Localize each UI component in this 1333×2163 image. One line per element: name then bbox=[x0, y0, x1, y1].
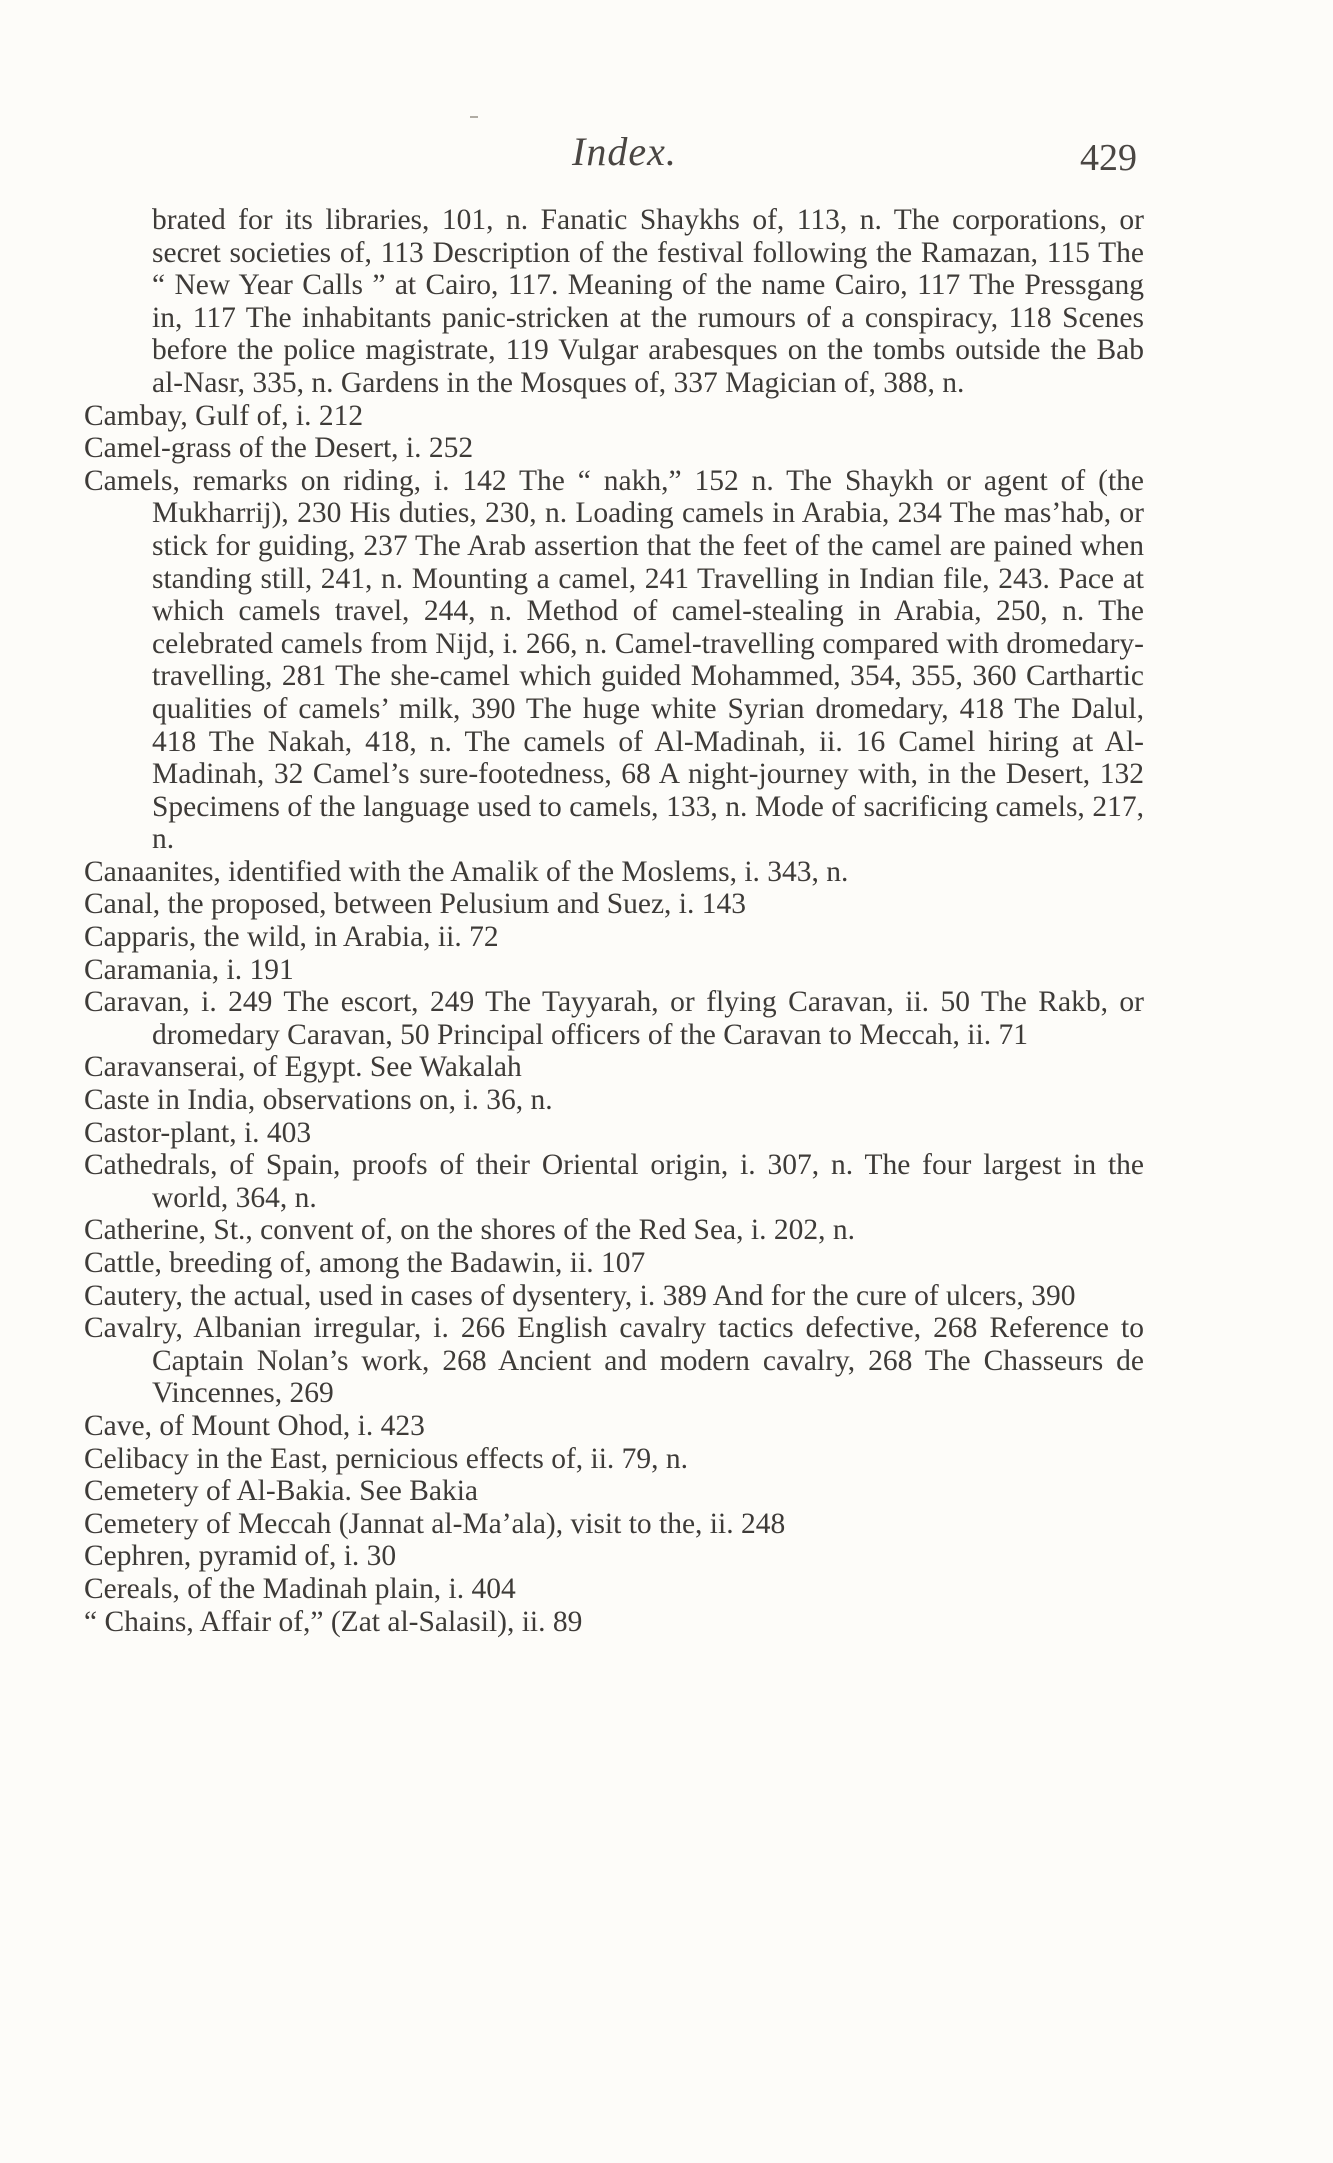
header-mark bbox=[470, 116, 478, 118]
index-entry-cemetery-bakia: Cemetery of Al-Bakia. See Bakia bbox=[84, 1475, 479, 1508]
index-body bbox=[84, 204, 1144, 1638]
index-entry-cairo-continued: brated for its libraries, 101, n. Fanatic Shaykhs of, 113, n. The corporations, or secret societies of, 113 Description of the festival following the Ramazan, 115 The “ New Year Calls ” at Cairo, 117. Meaning of the name Cairo, 117 The Pressgang in, 117 The inhabitants panic-stricken at the rumours of a conspiracy, 118 Scenes before the police magistrate, 119 Vulgar arabesques on the tombs outside the Bab al-Nasr, 335, n. Gardens in the Mosques of, 337 Magician of, 388, n. bbox=[152, 204, 1144, 399]
index-entry-capparis: Capparis, the wild, in Arabia, ii. 72 bbox=[84, 921, 499, 954]
index-entry-camels: Camels, remarks on riding, i. 142 The “ nakh,” 152 n. The Shaykh or agent of (the Mukharrij), 230 His duties, 230, n. Loading camels in Arabia, 234 The mas’hab, or stick for guiding, 237 The Arab assertion that the feet of the camel are pained when standing still, 241, n. Mounting a camel, 241 Travelling in Indian file, 243. Pace at which camels travel, 244, n. Method of camel-stealing in Arabia, 250, n. The celebrated camels from Nijd, i. 266, n. Camel-travelling compared with dromedary-travelling, 281 The she-camel which guided Mohammed, 354, 355, 360 Carthartic qualities of camels’ milk, 390 The huge white Syrian dromedary, 418 The Dalul, 418 The Nakah, 418, n. The camels of Al-Madinah, ii. 16 Camel hiring at Al-Madinah, 32 Camel’s sure-footedness, 68 A night-journey with, in the Desert, 132 Specimens of the language used to camels, 133, n. Mode of sacrificing camels, 217, n. bbox=[84, 464, 1144, 856]
index-entry-canaanites: Canaanites, identified with the Amalik of the Moslems, i. 343, n. bbox=[84, 855, 849, 888]
index-entry-caramania: Caramania, i. 191 bbox=[84, 953, 294, 986]
index-entry-cave: Cave, of Mount Ohod, i. 423 bbox=[84, 1409, 425, 1442]
index-entry-cephren: Cephren, pyramid of, i. 30 bbox=[84, 1540, 397, 1573]
page-title: Index. bbox=[572, 129, 677, 174]
index-entry-canal: Canal, the proposed, between Pelusium and Suez, i. 143 bbox=[84, 888, 746, 921]
index-entry-cereals: Cereals, of the Madinah plain, i. 404 bbox=[84, 1572, 516, 1605]
index-entry-cattle: Cattle, breeding of, among the Badawin, ii. 107 bbox=[84, 1247, 646, 1279]
index-entry-catherine: Catherine, St., convent of, on the shores of the Red Sea, i. 202, n. bbox=[84, 1214, 855, 1247]
index-entry-chains: “ Chains, Affair of,” (Zat al-Salasil), ii. 89 bbox=[84, 1605, 583, 1638]
index-entry-cautery: Cautery, the actual, used in cases of dysentery, i. 389 And for the cure of ulcers, 390 bbox=[84, 1279, 1076, 1312]
index-entry-castor-plant: Castor-plant, i. 403 bbox=[84, 1116, 312, 1149]
index-entry-cavalry: Cavalry, Albanian irregular, i. 266 English cavalry tactics defective, 268 Reference to Captain Nolan’s work, 268 Ancient and modern cavalry, 268 The Chasseurs de Vincennes, 269 bbox=[84, 1312, 1144, 1410]
index-entry-caravan: Caravan, i. 249 The escort, 249 The Tayyarah, or flying Caravan, ii. 50 The Rakb, or dromedary Caravan, 50 Principal officers of the Caravan to Meccah, ii. 71 bbox=[84, 986, 1144, 1051]
page-number: 429 bbox=[1080, 137, 1137, 179]
index-entry-cambay: Cambay, Gulf of, i. 212 bbox=[84, 399, 364, 432]
index-entry-cemetery-meccah: Cemetery of Meccah (Jannat al-Ma’ala), visit to the, ii. 248 bbox=[84, 1507, 786, 1540]
index-entry-caste: Caste in India, observations on, i. 36, n. bbox=[84, 1084, 553, 1117]
index-entry-caravanserai: Caravanserai, of Egypt. See Wakalah bbox=[84, 1051, 522, 1084]
index-entry-cathedrals: Cathedrals, of Spain, proofs of their Oriental origin, i. 307, n. The four largest in the world, 364, n. bbox=[84, 1149, 1144, 1214]
index-entry-camel-grass: Camel-grass of the Desert, i. 252 bbox=[84, 432, 474, 465]
index-entry-celibacy: Celibacy in the East, pernicious effects of, ii. 79, n. bbox=[84, 1442, 689, 1475]
